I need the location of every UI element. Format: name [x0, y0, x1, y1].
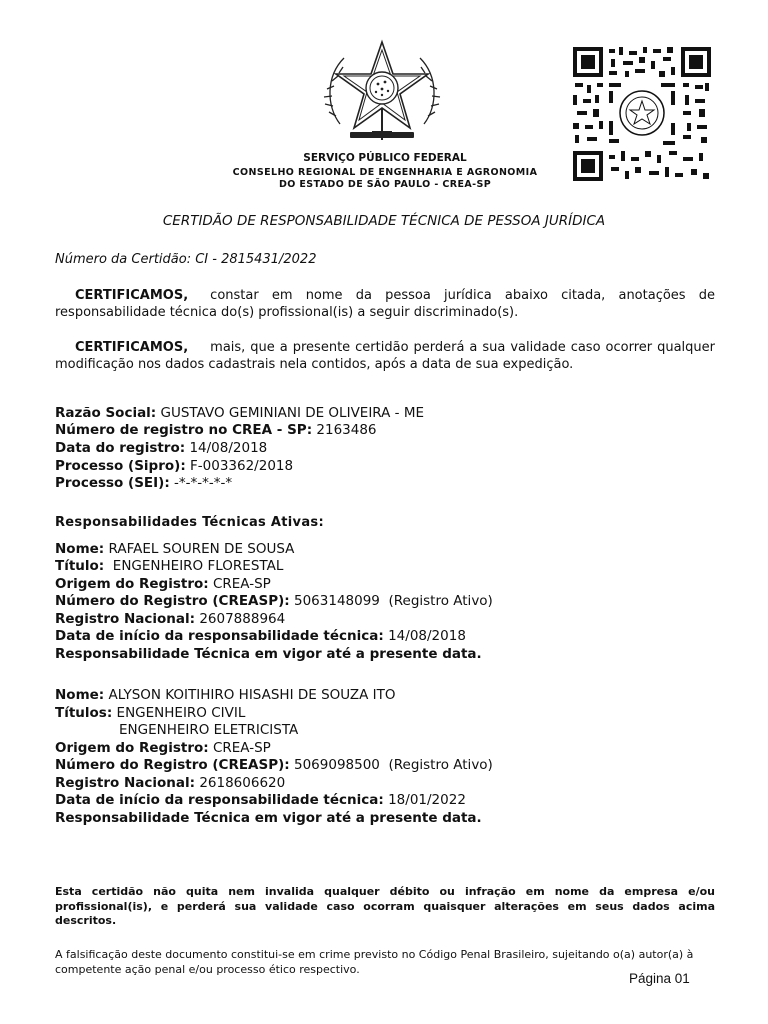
field-value: ALYSON KOITIHIRO HISASHI DE SOUZA ITO	[108, 687, 396, 703]
professional-1-registry	[55, 593, 493, 610]
certificate-number	[55, 252, 316, 267]
company-crea-number	[55, 422, 377, 439]
company-process-sei	[55, 475, 232, 492]
field-value: ENGENHEIRO CIVIL	[116, 705, 246, 721]
field-value: F-003362/2018	[190, 458, 294, 474]
professional-2-origin	[55, 740, 271, 757]
paragraph-lead: CERTIFICAMOS,	[75, 340, 189, 355]
field-value: CREA-SP	[212, 576, 271, 592]
field-value: ENGENHEIRO FLORESTAL	[112, 558, 284, 574]
field-label: Responsabilidade Técnica em vigor até a presente data.	[55, 810, 482, 826]
field-label: Data de início da responsabilidade técnica:	[55, 792, 384, 808]
falsification-warning: A falsificação deste documento constitui-se em crime previsto no Código Penal Brasileiro, sujeitando o(a) autor(a) à competente ação penal e/ou processo ético respectivo.	[55, 948, 694, 976]
certificate-number-value: CI - 2815431/2022	[195, 252, 317, 267]
validity-notice: Esta certidão não quita nem invalida qualquer débito ou infração em nome da empresa e/ou profissional(is), e perderá sua validade caso ocorram quaisquer alterações em seus dados acima descritos.	[55, 885, 715, 927]
paragraph-certify-2	[55, 339, 715, 373]
field-value: GUSTAVO GEMINIANI DE OLIVEIRA - ME	[160, 405, 425, 421]
brazil-coat-of-arms-icon	[320, 36, 444, 148]
qr-code-icon[interactable]	[573, 47, 711, 181]
document-title: CERTIDÃO DE RESPONSABILIDADE TÉCNICA DE PESSOA JURÍDICA	[162, 213, 606, 229]
field-label: Títulos:	[55, 705, 113, 721]
field-label: Número do Registro (CREASP):	[55, 593, 290, 609]
professional-2-national-registry	[55, 775, 285, 792]
professional-1-name	[55, 541, 294, 558]
field-value: CREA-SP	[212, 740, 271, 756]
field-value: 5063148099 (Registro Ativo)	[294, 593, 493, 609]
field-value: 2607888964	[199, 611, 286, 627]
field-label: Nome:	[55, 687, 105, 703]
field-value: 18/01/2022	[388, 792, 466, 808]
professional-2-titles	[55, 705, 245, 722]
field-label: Número do Registro (CREASP):	[55, 757, 290, 773]
professional-2-start-date	[55, 792, 466, 809]
professional-2-vigor	[55, 810, 482, 827]
field-label: Processo (Sipro):	[55, 458, 186, 474]
field-value: -*-*-*-*-*	[174, 475, 233, 491]
professional-1-vigor	[55, 646, 482, 663]
field-label: Registro Nacional:	[55, 611, 196, 627]
paragraph-lead: CERTIFICAMOS,	[75, 288, 189, 303]
paragraph-certify-1	[55, 287, 715, 321]
field-label: Título:	[55, 558, 105, 574]
field-value: 14/08/2018	[388, 628, 466, 644]
header-line-3: DO ESTADO DE SÃO PAULO - CREA-SP	[278, 179, 492, 190]
field-label: Processo (SEI):	[55, 475, 170, 491]
header-line-2: CONSELHO REGIONAL DE ENGENHARIA E AGRONOMIA	[232, 167, 538, 178]
paragraph-text: mais, que a presente certidão perderá a sua validade caso ocorrer qualquer modificação nos dados cadastrais nela contidos, após a data de sua expedição.	[55, 340, 715, 372]
field-label: Razão Social:	[55, 405, 157, 421]
field-label: Data do registro:	[55, 440, 186, 456]
field-value: 14/08/2018	[189, 440, 268, 456]
company-registration-date	[55, 440, 267, 457]
professional-1-start-date	[55, 628, 466, 645]
company-process-sipro	[55, 458, 293, 475]
paragraph-text: constar em nome da pessoa jurídica abaixo citada, anotações de responsabilidade técnica do(s) profissional(is) a seguir discriminado(s).	[55, 288, 715, 320]
field-value: RAFAEL SOUREN DE SOUSA	[108, 541, 295, 557]
field-label: Origem do Registro:	[55, 740, 209, 756]
field-value: 2163486	[316, 422, 377, 438]
page-number: Página 01	[629, 971, 690, 986]
field-label: Nome:	[55, 541, 105, 557]
professional-1-title	[55, 558, 283, 575]
field-label: Número de registro no CREA - SP:	[55, 422, 313, 438]
professional-2-title-2: ENGENHEIRO ELETRICISTA	[119, 722, 299, 738]
field-value: 2618606620	[199, 775, 286, 791]
field-label: Registro Nacional:	[55, 775, 196, 791]
field-label: Data de início da responsabilidade técnica:	[55, 628, 384, 644]
header-line-1: SERVIÇO PÚBLICO FEDERAL	[303, 152, 467, 164]
field-value: 5069098500 (Registro Ativo)	[294, 757, 493, 773]
professional-2-registry	[55, 757, 493, 774]
professional-1-national-registry	[55, 611, 285, 628]
company-razao-social	[55, 405, 424, 422]
professional-1-origin	[55, 576, 271, 593]
section-title: Responsabilidades Técnicas Ativas:	[55, 515, 324, 530]
field-label: Origem do Registro:	[55, 576, 209, 592]
field-label: Responsabilidade Técnica em vigor até a presente data.	[55, 646, 482, 662]
certificate-number-label: Número da Certidão:	[55, 252, 192, 267]
professional-2-name	[55, 687, 396, 704]
